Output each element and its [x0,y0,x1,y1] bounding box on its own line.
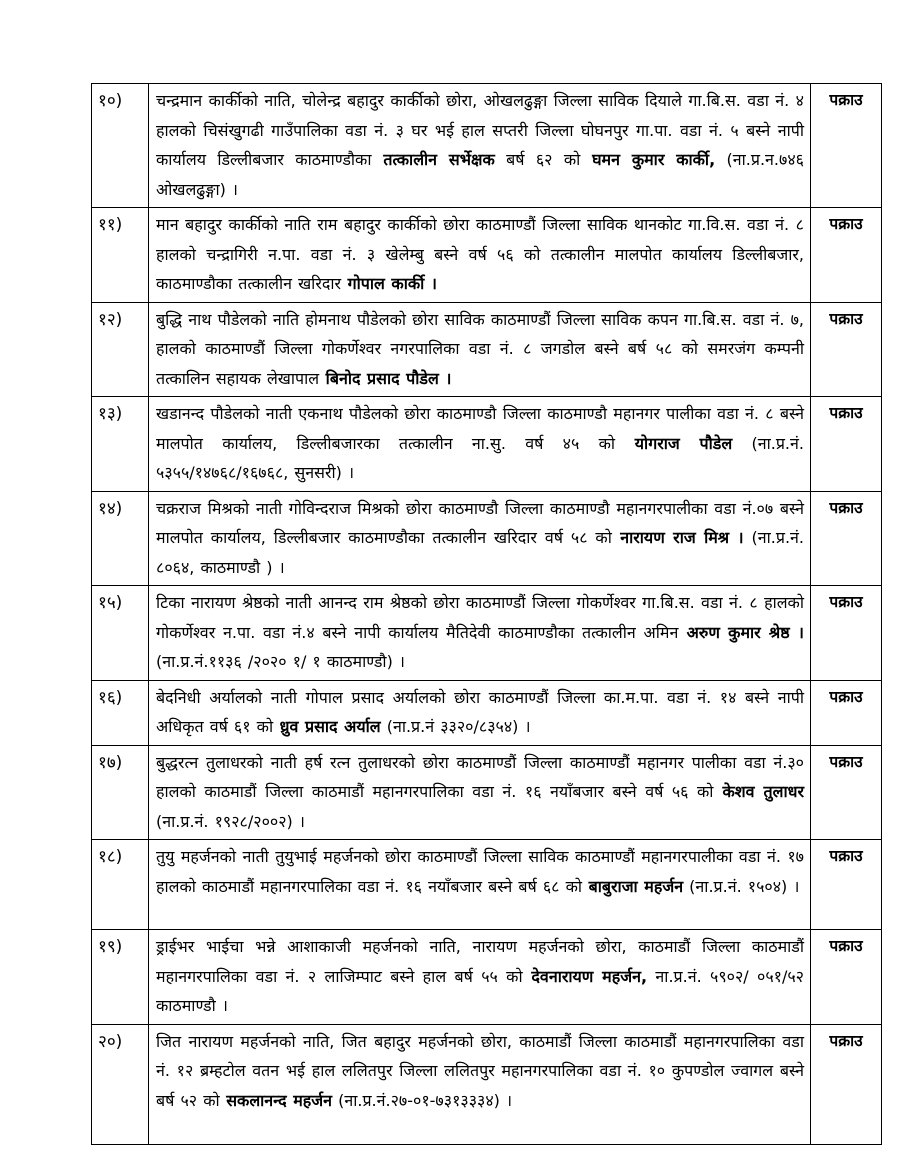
description-bold-1: बिनोद प्रसाद पौडेल । [319,368,452,388]
status-badge: पक्राउ [811,840,882,930]
description-middle: बर्ष ६२ को [494,150,581,169]
description-bold-1: नारायण राज मिश्र । [611,528,744,547]
description-text: मान बहादुर कार्कीको नाति राम बहादुर कार्कीको छोरा काठमाण्डौं जिल्ला साविक थानकोट गा.वि.स. वडा नं. ८ हालको चन्द्रागिरी न.पा. वडा नं. ३ खेलेम्बु बस्ने वर्ष ५६ को तत्कालीन मालपोत कार्यालय डिल्लीबजार, काठमाण्डौका तत्कालीन खरिदार [156,215,804,293]
row-number: १०) [92,84,149,208]
row-description [149,586,811,681]
records-table-body [92,84,882,1145]
row-description [149,840,811,930]
row-description [149,397,811,492]
table-row [92,1024,882,1144]
row-description [149,680,811,745]
description-text: ड्राईभर भाईचा भन्ने आशाकाजी महर्जनको नाति, नारायण महर्जनको छोरा, काठमाडौं जिल्ला काठमाडौं महानगरपालिका वडा नं. २ लाजिम्पाट बस्ने हाल बर्ष ५५ को [156,937,804,986]
row-description [149,1024,811,1144]
records-page [91,83,862,1145]
description-text: चक्रराज मिश्रको नाती गोविन्दराज मिश्रको छोरा काठमाण्डौ जिल्ला काठमाण्डौ महानगरपालीका वडा नं.०७ बस्ने मालपोत कार्यालय, डिल्लीबजार काठमाण्डौका तत्कालीन खरिदार वर्ष ५८ को [156,498,804,547]
row-description [149,491,811,586]
description-tail: (ना.प्र.नं.२७-०१-७३१३३३४) । [332,1090,513,1110]
status-badge: पक्राउ [811,302,882,397]
description-text: बुद्धरत्न तुलाधरको नाती हर्ष रत्न तुलाधरको छोरा काठमाण्डौं जिल्ला काठमाण्डौं महानगर पालीका वडा नं.३० हालको काठमाडौं जिल्ला काठमाडौं महानगरपालिका वडा नं. १६ नयाँबजार बस्ने वर्ष ५६ को [156,752,804,801]
row-number: ११) [92,208,149,303]
description-bold-1: बाबुराजा महर्जन [582,876,684,896]
row-number: २०) [92,1024,149,1144]
row-description [149,302,811,397]
description-bold-1: देवनारायण महर्जन, [522,966,648,986]
description-bold-1: ध्रुव प्रसाद अर्याल [273,717,381,736]
table-row [92,397,882,492]
row-description [149,930,811,1025]
description-tail: (ना.प्र.नं ३३२०/८३५४) । [380,717,531,736]
row-number: १६) [92,680,149,745]
description-bold-1: अरुण कुमार श्रेष्ठ । [678,622,804,642]
description-text: टिका नारायण श्रेष्ठको नाती आनन्द राम श्रेष्ठको छोरा काठमाण्डौं जिल्ला गोकर्णेश्वर गा.बि.स. वडा नं. ८ हालको गोकर्णेश्वर न.पा. वडा नं.४ बस्ने नापी कार्यालय मैतिदेवी काठमाण्डौका तत्कालीन अमिन [156,593,804,642]
description-tail: (ना.प्र.नं. १९२८/२००२) । [156,811,305,831]
description-text: चन्द्रमान कार्कीको नाति, चोलेन्द्र बहादुर कार्कीको छोरा, ओखलढुङ्गा जिल्ला साविक दियाले गा.बि.स. वडा नं. ४ हालको चिसंखुगढी गाउँपालिका वडा नं. ३ घर भई हाल सप्तरी जिल्ला घोघनपुर गा.पा. वडा नं. ५ बस्ने नापी कार्यालय डिल्लीबजार काठमाण्डौका [156,91,804,169]
description-text: खडानन्द पौडेलको नाती एकनाथ पौडेलको छोरा काठमाण्डौ जिल्ला काठमाण्डौ महानगर पालीका वडा नं. ८ बस्ने मालपोत कार्यालय, डिल्लीबजारका तत्कालीन ना.सु. वर्ष ४५ को [156,404,804,453]
status-badge: पक्राउ [811,586,882,681]
description-text: बुद्धि नाथ पौडेलको नाति होमनाथ पौडेलको छोरा साविक काठमाण्डौं जिल्ला साविक कपन गा.बि.स. वडा नं. ७, हालको काठमाण्डौं जिल्ला गोकर्णेश्वर नगरपालिका वडा नं. ८ जगडोल बस्ने बर्ष ५८ को समरजंग कम्पनी तत्कालिन सहायक लेखापाल [156,309,804,388]
description-tail: (ना.प्र.नं. ८०६४, काठमाण्डौ ) । [156,528,804,577]
person-name: घमन कुमार कार्की, [580,150,716,169]
row-number: १५) [92,586,149,681]
status-badge: पक्राउ [811,680,882,745]
records-table [91,83,882,1145]
table-row [92,680,882,745]
table-row [92,586,882,681]
table-row [92,745,882,840]
row-number: १९) [92,930,149,1025]
row-number: १८) [92,840,149,930]
table-row [92,491,882,586]
row-number: १७) [92,745,149,840]
description-tail: ना.प्र.नं. ५९०२/ ०५१/५२ काठमाण्डौ । [156,966,805,1015]
status-badge: पक्राउ [811,208,882,303]
description-bold-1: तत्कालीन सर्भेक्षक [371,150,495,169]
status-badge: पक्राउ [811,1024,882,1144]
row-description [149,208,811,303]
row-number: १४) [92,491,149,586]
table-row [92,84,882,208]
row-number: १३) [92,397,149,492]
description-text: जित नारायण महर्जनको नाति, जित बहादुर महर्जनको छोरा, काठमाडौं जिल्ला काठमाडौं महानगरपालिका वडा नं. १२ ब्रम्हटोल वतन भई हाल ललितपुर जिल्ला ललितपुर महानगरपालिका वडा नं. १० कुपण्डोल ज्वागल बस्ने बर्ष ५२ को [156,1031,804,1110]
table-row [92,208,882,303]
row-description [149,745,811,840]
description-tail: (ना.प्र.नं.११३६ /२०२० १/ १ काठमाण्डौ) । [156,652,405,671]
row-description [149,84,811,208]
description-bold-1: केशव तुलाधर [713,782,805,801]
table-row [92,840,882,930]
description-text: बेदनिधी अर्यालको नाती गोपाल प्रसाद अर्यालको छोरा काठमाण्डौं जिल्ला का.म.पा. वडा नं. १४ बस्ने नापी अधिकृत वर्ष ६१ को [156,687,804,736]
description-text: तुयु महर्जनको नाती तुयुभाई महर्जनको छोरा काठमाण्डौं जिल्ला साविक काठमाण्डौं महानगरपालीका वडा नं. १७ हालको काठमाडौं महानगरपालिका वडा नं. १६ नयाँबजार बस्ने बर्ष ६८ को [156,847,804,896]
status-badge: पक्राउ [811,491,882,586]
description-bold-1: योगराज पौडेल [615,433,733,453]
description-bold-1: गोपाल कार्की । [341,274,437,293]
description-tail: (ना.प्र.नं. ५३५५/१४७६८/१६७६८, सुनसरी) । [156,433,804,482]
description-tail: (ना.प्र.नं. १५०४) । [683,876,800,896]
row-number: १२) [92,302,149,397]
status-badge: पक्राउ [811,745,882,840]
table-row [92,302,882,397]
status-badge: पक्राउ [811,930,882,1025]
status-badge: पक्राउ [811,84,882,208]
status-badge: पक्राउ [811,397,882,492]
table-row [92,930,882,1025]
description-bold-1: सकलानन्द महर्जन [219,1090,333,1110]
description-tail: (ना.प्र.न.७४६ ओखलढुङ्गा) । [156,150,804,199]
